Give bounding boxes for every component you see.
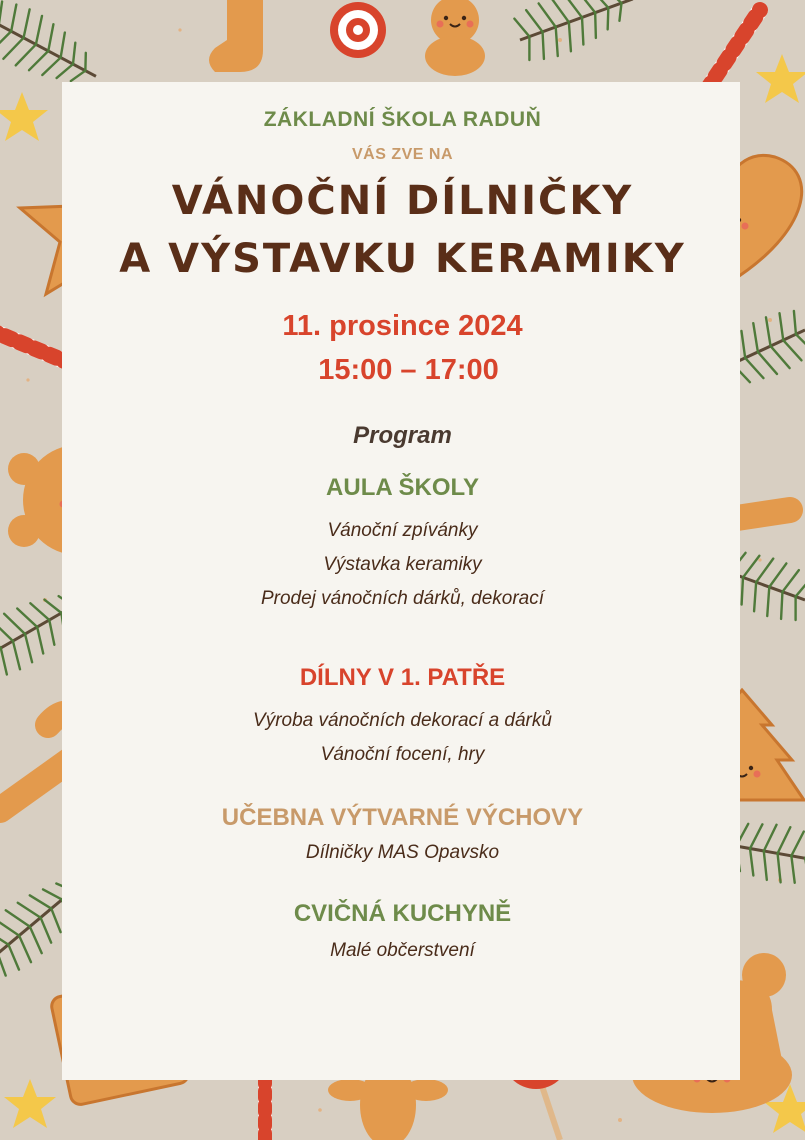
event-time: 15:00 – 17:00: [318, 354, 499, 386]
event-title-line-2: A VÝSTAVKU KERAMIKY: [119, 236, 686, 282]
event-title-line-1: VÁNOČNÍ DÍLNIČKY: [171, 178, 634, 224]
gingerbread-man-icon: [425, 0, 485, 76]
event-date: 11. prosince 2024: [282, 310, 523, 342]
program-item: Vánoční zpívánky: [327, 520, 478, 541]
program-item: Dílničky MAS Opavsko: [305, 842, 500, 863]
program-item: Vánoční focení, hry: [320, 744, 485, 765]
section-heading-dilny: DÍLNY V 1. PATŘE: [299, 664, 506, 691]
program-item: Výroba vánočních dekorací a dárků: [253, 710, 552, 731]
program-item: Výstavka keramiky: [323, 554, 482, 575]
gingerbread-sock-icon: [209, 0, 263, 72]
program-item: Malé občerstvení: [330, 940, 475, 961]
section-heading-aula: AULA ŠKOLY: [326, 474, 479, 501]
invite-text: VÁS ZVE NA: [351, 146, 453, 163]
school-name: ZÁKLADNÍ ŠKOLA RADUŇ: [263, 108, 542, 131]
section-heading-ucebna: UČEBNA VÝTVARNÉ VÝCHOVY: [221, 804, 584, 831]
section-heading-kuchyne: CVIČNÁ KUCHYNĚ: [293, 900, 512, 927]
program-item: Prodej vánočních dárků, dekorací: [260, 588, 545, 609]
program-heading: Program: [353, 422, 452, 449]
